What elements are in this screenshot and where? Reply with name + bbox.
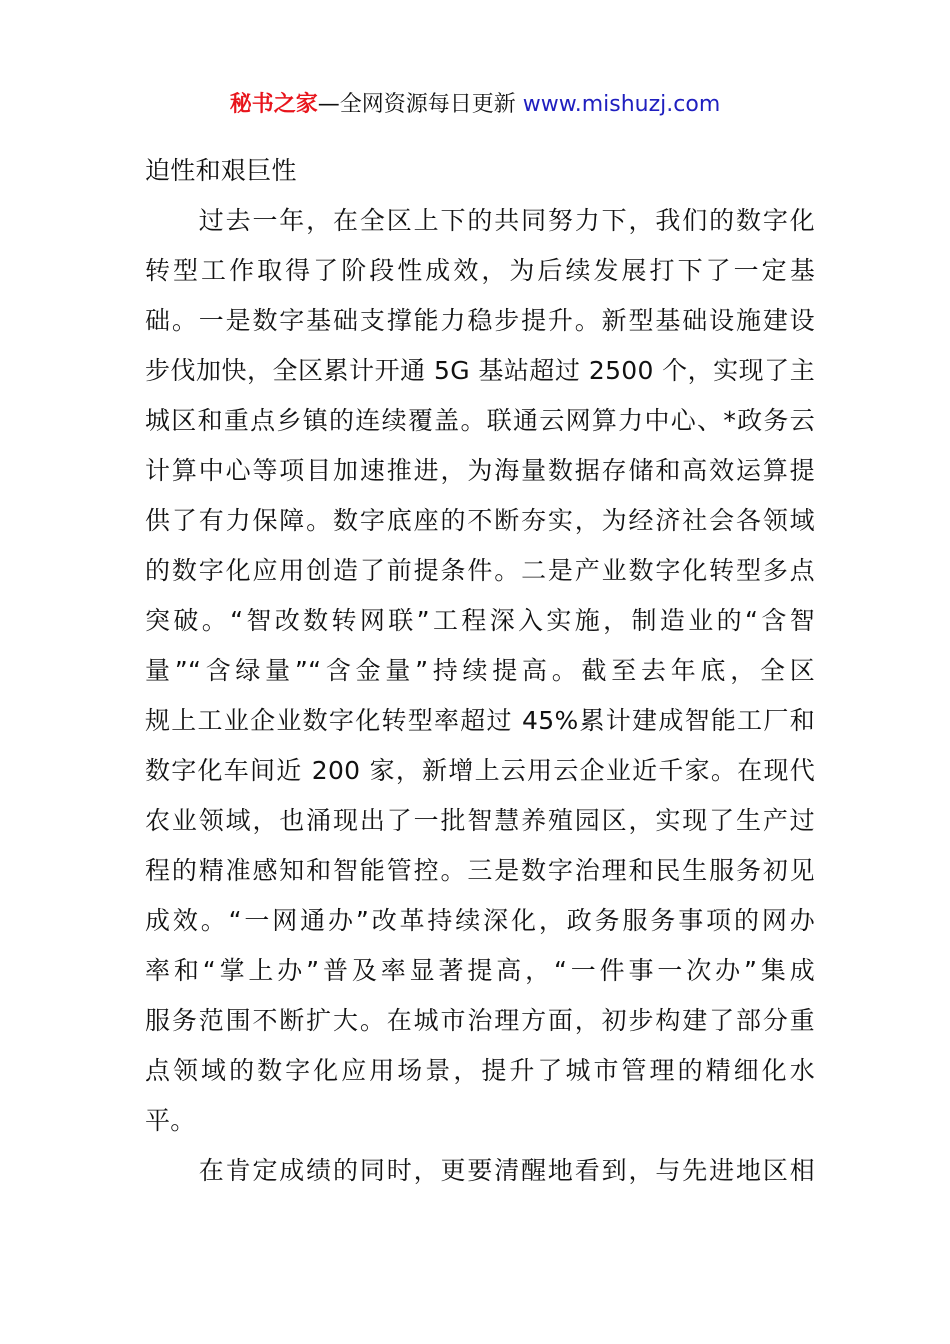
paragraph-line: 成效。“一网通办”改革持续深化，政务服务事项的网办 [145,906,815,935]
paragraph-line: 服务范围不断扩大。在城市治理方面，初步构建了部分重 [145,1006,815,1035]
paragraph-line: 过去一年，在全区上下的共同努力下，我们的数字化 [145,206,815,235]
paragraph-line: 平。 [145,1106,196,1135]
paragraph-line: 供了有力保障。数字底座的不断夯实，为经济社会各领域 [145,506,815,535]
paragraph-line: 农业领域，也涌现出了一批智慧养殖园区，实现了生产过 [145,806,815,835]
paragraph-line: 的数字化应用创造了前提条件。二是产业数字化转型多点 [145,556,815,585]
paragraph-line: 转型工作取得了阶段性成效，为后续发展打下了一定基 [145,256,815,285]
paragraph-line: 点领域的数字化应用场景，提升了城市管理的精细化水 [145,1056,815,1085]
paragraph-line: 步伐加快，全区累计开通 5G 基站超过 2500 个，实现了主 [145,356,815,385]
paragraph-line: 率和“掌上办”普及率显著提高，“一件事一次办”集成 [145,956,815,985]
paragraph-line: 计算中心等项目加速推进，为海量数据存储和高效运算提 [145,456,815,485]
paragraph-line: 数字化车间近 200 家，新增上云用云企业近千家。在现代 [145,756,815,785]
paragraph-line: 迫性和艰巨性 [145,156,297,185]
paragraph-line: 量”“含绿量”“含金量”持续提高。截至去年底，全区 [145,656,815,685]
paragraph-line: 程的精准感知和智能管控。三是数字治理和民生服务初见 [145,856,815,885]
document-body [145,146,815,1196]
header-slogan: —全网资源每日更新 [317,92,523,117]
paragraph-line: 础。一是数字基础支撑能力稳步提升。新型基础设施建设 [145,306,815,335]
paragraph-line: 在肯定成绩的同时，更要清醒地看到，与先进地区相 [145,1156,815,1185]
document-header [0,88,950,122]
header-url[interactable]: www.mishuzj.com [522,92,721,117]
paragraph-line: 突破。“智改数转网联”工程深入实施，制造业的“含智 [145,606,815,635]
paragraph-line: 规上工业企业数字化转型率超过 45%累计建成智能工厂和 [145,706,815,735]
paragraph-line: 城区和重点乡镇的连续覆盖。联通云网算力中心、*政务云 [145,406,815,435]
header-brand: 秘书之家 [229,92,318,117]
